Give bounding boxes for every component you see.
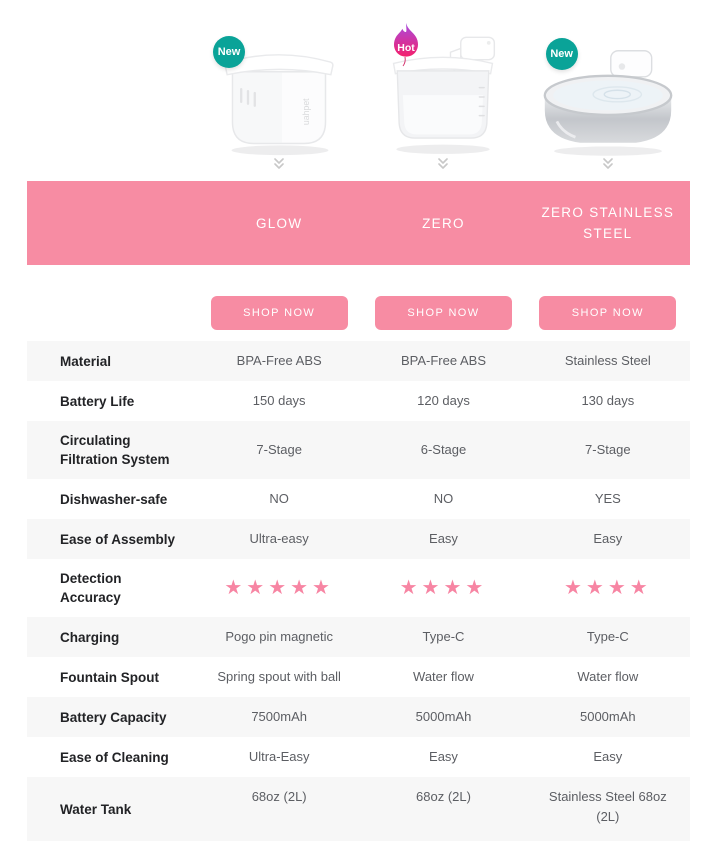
cell-value: 120 days [417, 393, 470, 408]
table-row-battery-life [27, 381, 690, 421]
table-row-material [27, 341, 690, 381]
cell-value: Easy [593, 749, 623, 764]
hot-badge [387, 22, 425, 68]
table-row-ease-of-cleaning [27, 737, 690, 777]
table-row-water-tank [27, 777, 690, 841]
cell-value: Type-C [586, 629, 629, 644]
cell-value: Spring spout with ball [217, 669, 341, 684]
shop-buttons-row [27, 265, 690, 341]
cell-value: Easy [429, 749, 458, 764]
row-label: Circulating Filtration System [60, 433, 170, 467]
shop-now-button-glow[interactable]: SHOP NOW [211, 296, 348, 330]
cell-value: Water flow [413, 669, 474, 684]
row-label: Dishwasher-safe [60, 491, 168, 507]
cell-value: Water flow [577, 669, 639, 684]
cell-value: YES [594, 491, 621, 506]
cell-value: 5000mAh [415, 709, 472, 724]
cell-value: Type-C [422, 629, 465, 644]
row-label: Ease of Cleaning [60, 749, 169, 765]
product-name-zero: ZERO [422, 215, 465, 231]
chevron-down-icon[interactable] [272, 157, 286, 175]
row-label: Material [60, 353, 112, 369]
table-row-dishwasher-safe [27, 479, 690, 519]
comparison-page [27, 0, 690, 841]
cell-value: Easy [429, 531, 458, 546]
star-rating: ★★★★★ [224, 577, 334, 599]
flame-icon [387, 22, 425, 68]
row-label: Ease of Assembly [60, 531, 176, 547]
cell-value: BPA-Free ABS [236, 353, 322, 368]
row-label: Fountain Spout [60, 669, 159, 685]
hot-badge-label: Hot [397, 42, 416, 54]
glow-logo-text: uahpet [301, 98, 312, 126]
products-spacer [27, 0, 197, 181]
cell-value: BPA-Free ABS [400, 353, 486, 368]
table-row-fountain-spout [27, 657, 690, 697]
row-label: Battery Life [60, 393, 135, 409]
row-label: Detection Accuracy [60, 571, 122, 605]
star-rating: ★★★★ [399, 577, 488, 599]
shop-now-button-zero-stainless-steel[interactable]: SHOP NOW [539, 296, 676, 330]
table-row-ease-of-assembly [27, 519, 690, 559]
cell-value: Ultra-Easy [248, 749, 310, 764]
new-badge: New [213, 36, 245, 68]
product-name-bar [27, 181, 690, 265]
products-section [27, 0, 690, 181]
shop-now-button-zero[interactable]: SHOP NOW [375, 296, 512, 330]
table-row-circulating-filtration-system [27, 421, 690, 479]
cell-value: 130 days [581, 393, 635, 408]
product-glow[interactable] [197, 0, 361, 181]
cell-value: 7500mAh [251, 709, 307, 724]
chevron-down-icon[interactable] [436, 157, 450, 175]
cell-value: Stainless Steel 68oz (2L) [548, 789, 667, 824]
star-rating: ★★★★ [563, 577, 652, 599]
product-zero-stainless-steel[interactable] [526, 0, 690, 181]
cell-value: 5000mAh [579, 709, 636, 724]
cell-value: Stainless Steel [564, 353, 651, 368]
row-label: Battery Capacity [60, 709, 167, 725]
table-row-battery-capacity [27, 697, 690, 737]
cell-value: 6-Stage [420, 442, 467, 457]
cell-value: Easy [593, 531, 623, 546]
cell-value: Pogo pin magnetic [225, 629, 333, 644]
product-name-zero-stainless-steel: ZERO STAINLESS STEEL [541, 205, 675, 241]
table-row-detection-accuracy [27, 559, 690, 617]
row-label: Charging [60, 629, 120, 645]
row-label: Water Tank [60, 801, 132, 817]
cell-value: 7-Stage [256, 442, 302, 457]
cell-value: 68oz (2L) [416, 789, 471, 804]
table-row-charging [27, 617, 690, 657]
cell-value: NO [433, 491, 454, 506]
product-name-glow: GLOW [255, 215, 303, 231]
cell-value: Ultra-easy [249, 531, 309, 546]
chevron-down-icon[interactable] [601, 157, 615, 175]
cell-value: NO [269, 491, 289, 506]
cell-value: 150 days [252, 393, 306, 408]
new-badge: New [546, 38, 578, 70]
product-zero[interactable] [361, 0, 525, 181]
comparison-table [27, 341, 690, 841]
cell-value: 7-Stage [585, 442, 631, 457]
cell-value: 68oz (2L) [251, 789, 307, 804]
